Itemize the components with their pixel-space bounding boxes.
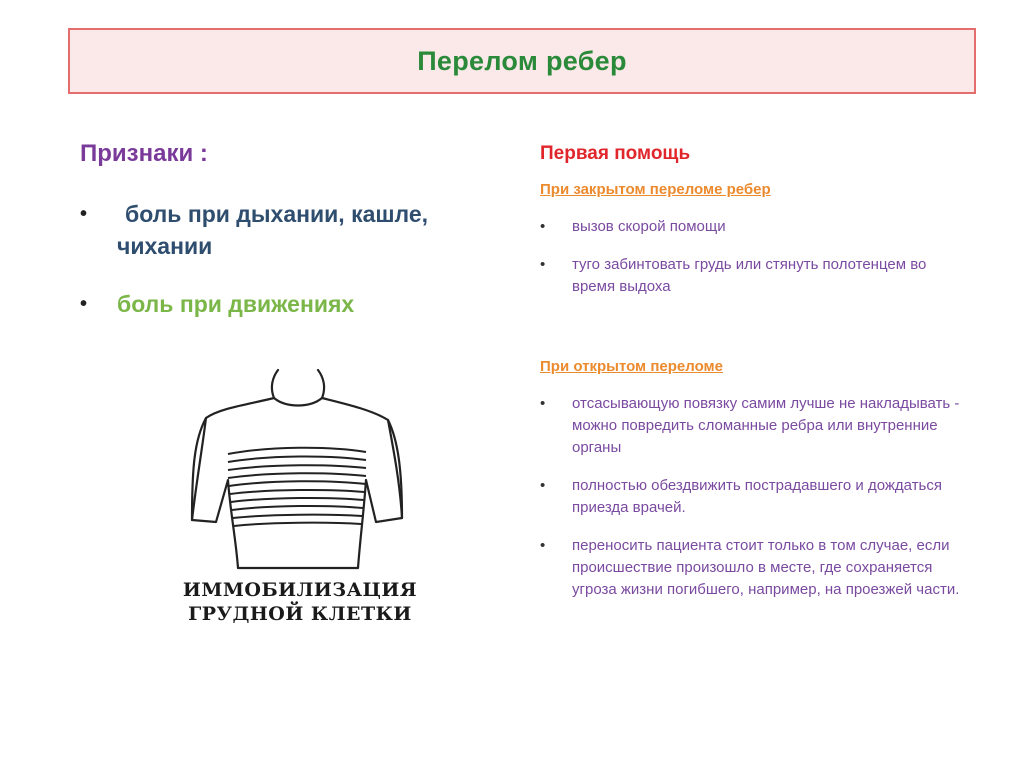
bullet-icon: • xyxy=(80,203,88,225)
first-aid-heading: Первая помощь xyxy=(540,143,691,164)
bandage-wraps xyxy=(228,448,366,526)
aid-text: переносить пациента стоит только в том случае, если происшествие произошло в месте, где сохраняется угроза жизни погибшего, например, на проезжей части. xyxy=(572,537,960,598)
closed-fracture-heading: При закрытом переломе ребер xyxy=(540,181,771,198)
bullet-icon: • xyxy=(540,256,546,273)
bullet-icon: • xyxy=(80,293,88,315)
signs-section xyxy=(80,140,520,346)
bullet-icon: • xyxy=(540,477,546,494)
sign-text: боль при движениях xyxy=(117,291,355,317)
list-item xyxy=(540,475,970,519)
list-item xyxy=(540,216,970,238)
bullet-icon: • xyxy=(540,395,546,412)
signs-heading: Признаки : xyxy=(80,140,208,167)
bullet-icon: • xyxy=(540,218,546,235)
caption-line: ГРУДНОЙ КЛЕТКИ xyxy=(188,603,412,625)
bullet-icon: • xyxy=(540,537,546,554)
first-aid-section xyxy=(540,143,970,617)
list-item xyxy=(540,393,970,459)
list-item xyxy=(80,198,520,262)
list-item xyxy=(540,535,970,601)
aid-text: отсасывающую повязку самим лучше не накладывать - можно повредить сломанные ребра или внутренние органы xyxy=(572,395,960,456)
page-title: Перелом ребер xyxy=(417,45,627,76)
aid-text: вызов скорой помощи xyxy=(572,218,726,235)
caption-line: ИММОБИЛИЗАЦИЯ xyxy=(182,579,418,601)
torso-outline xyxy=(192,370,402,568)
aid-text: туго забинтовать грудь или стянуть полотенцем во время выдоха xyxy=(572,256,927,295)
sign-text: боль при дыхании, кашле, чихании xyxy=(117,201,429,259)
collar-line xyxy=(274,398,322,406)
title-banner xyxy=(68,28,976,94)
list-item xyxy=(80,288,520,320)
open-fracture-heading: При открытом переломе xyxy=(540,358,723,375)
list-item xyxy=(540,254,970,298)
figure-caption xyxy=(180,578,420,626)
aid-text: полностью обездвижить пострадавшего и дождаться приезда врачей. xyxy=(572,477,942,516)
